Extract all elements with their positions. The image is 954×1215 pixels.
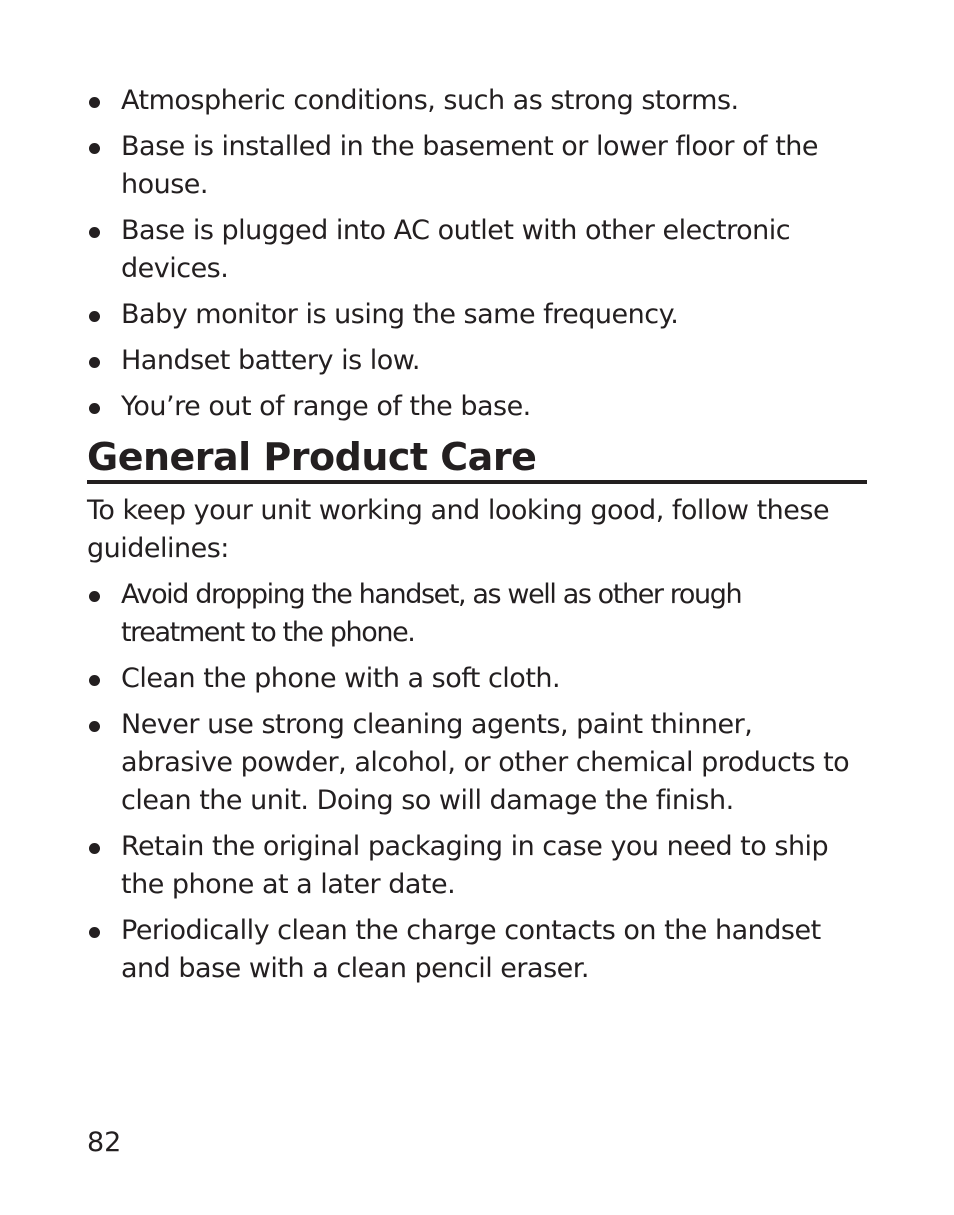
list-item: Avoid dropping the handset, as well as other rough treatment to the phone. <box>87 576 867 652</box>
list-item: You’re out of range of the base. <box>87 388 867 426</box>
list-item: Base is plugged into AC outlet with other electronic devices. <box>87 212 867 288</box>
care-guidelines-list <box>87 576 867 988</box>
list-item: Clean the phone with a soft cloth. <box>87 660 867 698</box>
list-item: Never use strong cleaning agents, paint thinner, abrasive powder, alcohol, or other chemical products to clean the unit. Doing so will damage the finish. <box>87 706 867 820</box>
manual-page <box>87 82 867 996</box>
section-intro: To keep your unit working and looking good, follow these guidelines: <box>87 495 830 564</box>
interference-causes-list <box>87 82 867 426</box>
list-item: Periodically clean the charge contacts on the handset and base with a clean pencil eraser. <box>87 912 867 988</box>
list-item: Base is installed in the basement or lower floor of the house. <box>87 128 867 204</box>
list-item: Baby monitor is using the same frequency. <box>87 296 867 334</box>
list-item: Handset battery is low. <box>87 342 867 380</box>
list-item: Atmospheric conditions, such as strong storms. <box>87 82 867 120</box>
section-title: General Product Care <box>87 434 867 484</box>
list-item: Retain the original packaging in case you need to ship the phone at a later date. <box>87 828 867 904</box>
page-number: 82 <box>87 1127 122 1158</box>
